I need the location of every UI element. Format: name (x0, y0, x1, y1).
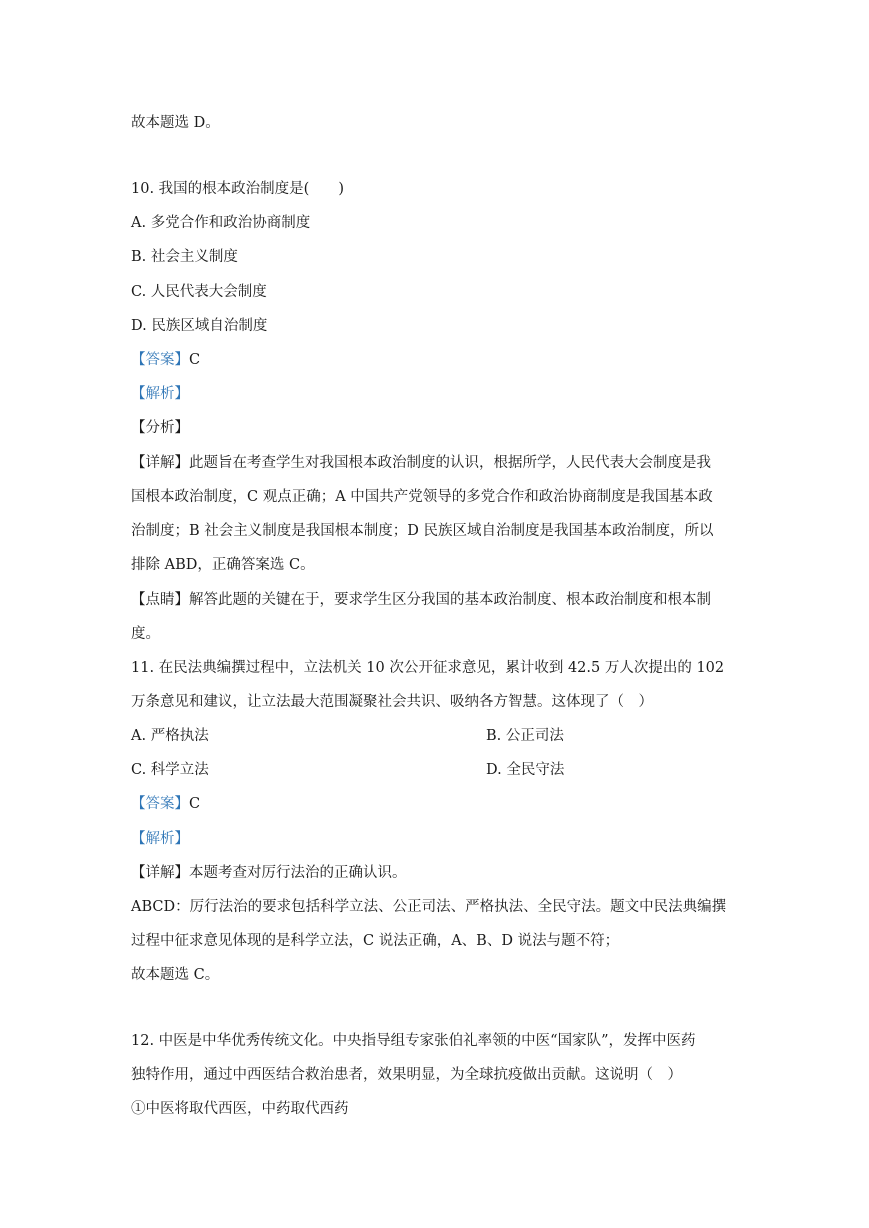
answer-tag: 【答案】 (131, 796, 189, 812)
q12-stem-line-2: 独特作用，通过中西医结合救治患者，效果明显，为全球抗疫做出贡献。这说明（ ） (131, 1067, 682, 1083)
q11-option-a: A. 严格执法 (131, 728, 209, 744)
dianjing-tag: 【点睛】 (131, 592, 189, 608)
q11-abcd-line-1: ABCD：厉行法治的要求包括科学立法、公正司法、严格执法、全民守法。题文中民法典编撰 (131, 899, 727, 915)
answer-value: C (189, 796, 201, 812)
q10-detail-line-4: 排除 ABD，正确答案选 C。 (131, 557, 315, 573)
dianjing-text: 解答此题的关键在于，要求学生区分我国的基本政治制度、根本政治制度和根本制 (189, 592, 711, 608)
q10-stem: 10. 我国的根本政治制度是( ) (131, 181, 344, 197)
q11-option-d: D. 全民守法 (486, 762, 565, 778)
q10-detail-line-3: 治制度；B 社会主义制度是我国根本制度；D 民族区域自治制度是我国基本政治制度，所以 (131, 523, 714, 539)
q9-conclusion: 故本题选 D。 (131, 115, 220, 131)
q10-analysis-tag: 【解析】 (131, 386, 189, 402)
detail-tag: 【详解】 (131, 865, 189, 881)
q11-conclusion: 故本题选 C。 (131, 967, 220, 983)
detail-text: 此题旨在考查学生对我国根本政治制度的认识，根据所学，人民代表大会制度是我 (189, 455, 711, 471)
detail-text: 本题考查对厉行法治的正确认识。 (189, 865, 407, 881)
q10-answer (131, 350, 200, 370)
detail-tag: 【详解】 (131, 455, 189, 471)
q10-option-c: C. 人民代表大会制度 (131, 284, 267, 300)
q11-analysis-tag: 【解析】 (131, 831, 189, 847)
answer-tag: 【答案】 (131, 352, 189, 368)
answer-value: C (189, 352, 201, 368)
q10-dianjing-line-2: 度。 (131, 626, 160, 642)
q11-abcd-line-2: 过程中征求意见体现的是科学立法，C 说法正确，A、B、D 说法与题不符； (131, 933, 620, 949)
q11-option-b: B. 公正司法 (486, 728, 564, 744)
q12-stem-line-1: 12. 中医是中华优秀传统文化。中央指导组专家张伯礼率领的中医“国家队”，发挥中医药 (131, 1033, 696, 1049)
q10-detail-line-1 (131, 453, 711, 473)
q10-option-b: B. 社会主义制度 (131, 249, 238, 265)
q10-detail-line-2: 国根本政治制度，C 观点正确；A 中国共产党领导的多党合作和政治协商制度是我国基本政 (131, 489, 713, 505)
q11-answer (131, 794, 200, 814)
q12-item-1: ①中医将取代西医，中药取代西药 (131, 1101, 349, 1117)
q11-stem-line-1: 11. 在民法典编撰过程中，立法机关 10 次公开征求意见，累计收到 42.5 万人次提出的 102 (131, 660, 725, 676)
q10-dianjing-line-1 (131, 590, 711, 610)
q11-option-c: C. 科学立法 (131, 762, 209, 778)
q10-option-a: A. 多党合作和政治协商制度 (131, 215, 311, 231)
q10-option-d: D. 民族区域自治制度 (131, 318, 268, 334)
q10-fenxi-tag: 【分析】 (131, 420, 189, 436)
q11-detail (131, 863, 407, 883)
q11-stem-line-2: 万条意见和建议，让立法最大范围凝聚社会共识、吸纳各方智慧。这体现了（ ） (131, 694, 653, 710)
